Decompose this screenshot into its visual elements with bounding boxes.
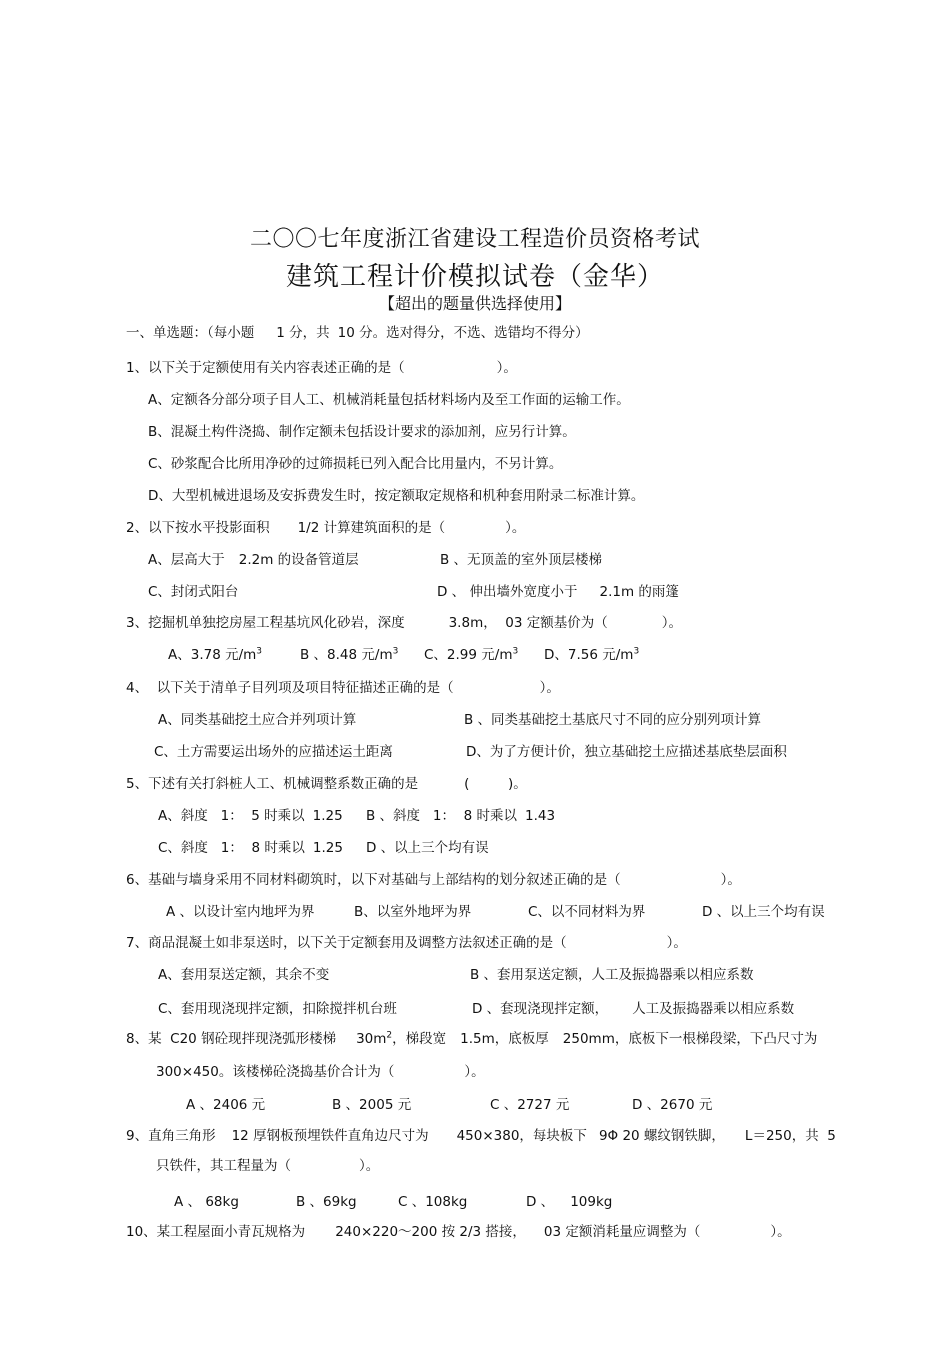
- q8-stem-area: 30m: [356, 1031, 387, 1047]
- q8-stem-part4: 1.5m，底板厚: [460, 1031, 549, 1047]
- q6-option-b: B、以室外地坪为界: [354, 904, 472, 920]
- q2-stem-end: ）。: [505, 520, 526, 536]
- q6-stem-text: 6、基础与墙身采用不同材料砌筑时，以下对基础与上部结构的划分叙述正确的是（: [126, 872, 621, 888]
- q5-option-d: D 、以上三个均有误: [366, 840, 489, 856]
- q3-option-d: [544, 646, 639, 664]
- question-2-stem: [126, 519, 525, 537]
- q2-option-d-value: 2.1m 的雨篷: [599, 584, 679, 600]
- q2-stem-mid: 1/2 计算建筑面积的是（: [297, 520, 446, 536]
- q9-stem-part2: 12 厚钢板预埋铁件直角边尺寸为: [231, 1128, 429, 1144]
- q8-option-c: C 、2727 元: [490, 1097, 570, 1113]
- q8-stem-end: ）。: [464, 1064, 485, 1080]
- q8-stem-part1: 8、某 C20 钢砼现拌现浇弧形楼梯: [126, 1031, 337, 1047]
- question-1-stem: [126, 359, 517, 377]
- q7-option-b: B 、套用泵送定额，人工及振捣器乘以相应系数: [470, 967, 754, 983]
- q5-option-a-text: A、斜度 1： 5 时乘以: [158, 808, 305, 824]
- q1-option-b: B、混凝土构件浇捣、制作定额未包括设计要求的添加剂，应另行计算。: [148, 424, 576, 440]
- q9-option-b: B 、69kg: [296, 1194, 357, 1210]
- q4-stem-text: 4、 以下关于清单子目列项及项目特征描述正确的是（: [126, 680, 454, 696]
- q3-option-b: [300, 646, 398, 664]
- q2-option-b: B 、无顶盖的室外顶层楼梯: [440, 552, 603, 568]
- q7-option-d-text: D 、套现浇现拌定额，: [472, 1001, 609, 1017]
- q4-option-a: A、同类基础挖土应合并列项计算: [158, 712, 357, 728]
- exam-title: 二〇〇七年度浙江省建设工程造价员资格考试: [249, 227, 700, 252]
- q9-stem-part1: 9、直角三角形: [126, 1128, 216, 1144]
- q6-option-c: C、以不同材料为界: [528, 904, 646, 920]
- q1-option-a: A、定额各分部分项子目人工、机械消耗量包括材料场内及至工作面的运输工作。: [148, 392, 630, 408]
- q1-stem-end: ）。: [496, 360, 517, 376]
- section-heading-total: 10 分。选对得分，不选、选错均不得分）: [337, 325, 589, 341]
- q5-option-a: [158, 807, 343, 825]
- q6-option-d: D 、以上三个均有误: [702, 904, 825, 920]
- q3-stem-mid: 3.8m， 03 定额基价为（: [448, 615, 608, 631]
- question-8-stem-cont: [156, 1063, 485, 1081]
- question-9-stem: [126, 1127, 836, 1145]
- q3-option-d-text: D、7.56 元/m: [544, 647, 634, 663]
- q10-stem-part3: 03 定额消耗量应调整为（: [543, 1224, 701, 1240]
- q9-option-c: C 、108kg: [398, 1194, 468, 1210]
- q3-option-b-text: B 、8.48 元/m: [300, 647, 393, 663]
- q8-stem-exponent: 2: [386, 1030, 393, 1041]
- q9-stem-part3: 450×380，每块板下: [456, 1128, 587, 1144]
- q6-option-a: A 、以设计室内地坪为界: [166, 904, 315, 920]
- q8-stem-part6: 300×450。该楼梯砼浇捣基价合计为（: [156, 1064, 395, 1080]
- question-4-stem: [126, 679, 560, 697]
- q6-stem-end: ）。: [720, 872, 741, 888]
- question-5-stem: [126, 775, 527, 793]
- q3-stem-text: 3、挖掘机单独挖房屋工程基坑风化砂岩，深度: [126, 615, 405, 631]
- q3-option-b-exponent: 3: [392, 646, 399, 657]
- q5-option-a-value: 1.25: [312, 808, 343, 824]
- exam-subtitle: 建筑工程计价模拟试卷（金华）: [285, 262, 664, 292]
- question-6-stem: [126, 871, 741, 889]
- q10-stem-part2: 240×220～200 按 2/3 搭接，: [335, 1224, 526, 1240]
- q5-stem-text: 5、下述有关打斜桩人工、机械调整系数正确的是: [126, 776, 419, 792]
- q8-option-b: B 、2005 元: [332, 1097, 412, 1113]
- q9-stem-part4: 9Φ 20 螺纹钢铁脚，: [598, 1128, 725, 1144]
- q3-option-c-exponent: 3: [512, 646, 519, 657]
- q2-option-c: C、封闭式阳台: [148, 584, 239, 600]
- section-heading-score: 1 分，共: [276, 325, 330, 341]
- q7-option-a: A、套用泵送定额，其余不变: [158, 967, 330, 983]
- q3-stem-end: ）。: [661, 615, 683, 631]
- q5-option-b: [366, 807, 555, 825]
- q1-stem-text: 1、以下关于定额使用有关内容表述正确的是（: [126, 360, 405, 376]
- q7-option-d-tail: 人工及振捣器乘以相应系数: [632, 1001, 795, 1017]
- q3-option-a: [168, 646, 262, 664]
- q10-stem-part1: 10、某工程屋面小青瓦规格为: [126, 1224, 306, 1240]
- q2-stem-text: 2、以下按水平投影面积: [126, 520, 270, 536]
- q3-option-d-exponent: 3: [633, 646, 640, 657]
- q5-option-b-text: B 、斜度 1： 8 时乘以: [366, 808, 517, 824]
- question-10-stem: [126, 1223, 791, 1241]
- q5-option-c-value: 1.25: [312, 840, 343, 856]
- q8-option-d: D 、2670 元: [632, 1097, 713, 1113]
- q8-stem-part5: 250mm，底板下一根梯段梁，下凸尺寸为: [562, 1031, 818, 1047]
- q9-stem-part5: L＝250，共 5: [744, 1128, 836, 1144]
- q1-option-c: C、砂浆配合比所用净砂的过筛损耗已列入配合比用量内，不另计算。: [148, 456, 563, 472]
- q8-stem-part3: ，梯段宽: [392, 1031, 447, 1047]
- question-7-stem: [126, 934, 687, 952]
- q9-option-a: A 、 68kg: [174, 1194, 239, 1210]
- q4-stem-end: ）。: [539, 680, 560, 696]
- q2-option-d-text: D 、 伸出墙外宽度小于: [437, 584, 578, 600]
- q9-stem-part6: 只铁件，其工程量为（: [156, 1158, 291, 1174]
- q8-option-a: A 、2406 元: [186, 1097, 266, 1113]
- q9-option-d: [526, 1193, 612, 1211]
- q10-stem-end: ）。: [770, 1224, 791, 1240]
- q5-option-c: [158, 839, 343, 857]
- q7-stem-end: ）。: [666, 935, 687, 951]
- q5-option-c-text: C、斜度 1： 8 时乘以: [158, 840, 305, 856]
- q9-option-d-label: D 、: [526, 1194, 555, 1210]
- section-heading-text: 一、单选题：（每小题: [126, 325, 255, 341]
- q2-option-a-value: 2.2m 的设备管道层: [238, 552, 359, 568]
- question-3-stem: [126, 614, 682, 632]
- question-9-stem-cont: [156, 1157, 379, 1175]
- q3-option-a-exponent: 3: [256, 646, 263, 657]
- q3-option-c-text: C、2.99 元/m: [424, 647, 513, 663]
- q4-option-b: B 、同类基础挖土基底尺寸不同的应分别列项计算: [464, 712, 762, 728]
- q1-option-d: D、大型机械进退场及安拆费发生时，按定额取定规格和机种套用附录二标准计算。: [148, 488, 645, 504]
- q5-option-b-value: 1.43: [524, 808, 556, 824]
- q7-option-d: [472, 1000, 794, 1018]
- exam-note: 【超出的题量供选择使用】: [378, 294, 571, 313]
- section-heading: [126, 324, 589, 342]
- q9-stem-end: ）。: [359, 1158, 380, 1174]
- q3-option-a-text: A、3.78 元/m: [168, 647, 257, 663]
- q7-stem-text: 7、商品混凝土如非泵送时，以下关于定额套用及调整方法叙述正确的是（: [126, 935, 567, 951]
- q2-option-a-text: A、层高大于: [148, 552, 225, 568]
- q3-option-c: [424, 646, 518, 664]
- q2-option-d: [437, 583, 679, 601]
- question-8-stem: [126, 1030, 817, 1048]
- q2-option-a: [148, 551, 359, 569]
- q4-option-d: D、为了方便计价，独立基础挖土应描述基底垫层面积: [466, 744, 787, 760]
- q4-option-c: C、土方需要运出场外的应描述运土距离: [154, 744, 393, 760]
- q5-stem-end: ( )。: [464, 776, 527, 792]
- q9-option-d-value: 109kg: [570, 1194, 613, 1210]
- q7-option-c: C、套用现浇现拌定额，扣除搅拌机台班: [158, 1001, 397, 1017]
